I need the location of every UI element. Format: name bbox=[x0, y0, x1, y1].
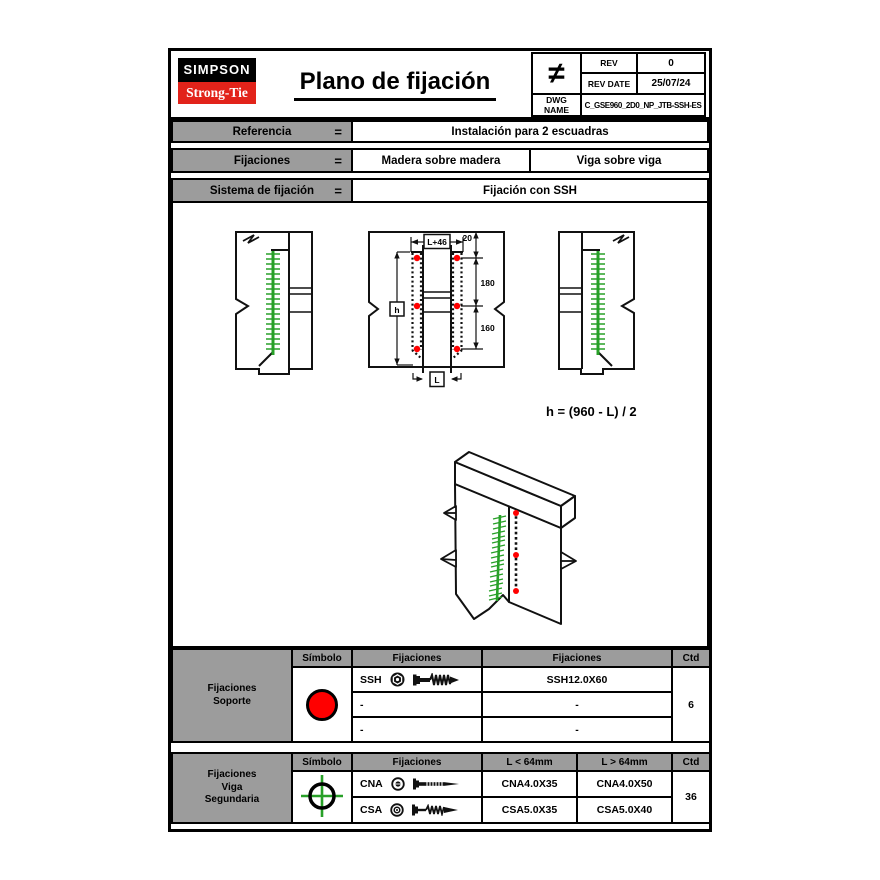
referencia-label: Referencia bbox=[232, 125, 292, 138]
hex-washer-head-icon bbox=[390, 672, 405, 687]
product-cell: CSA5.0X40 bbox=[577, 797, 672, 823]
col-header-fijaciones: Fijaciones bbox=[352, 649, 482, 667]
product-cell: SSH12.0X60 bbox=[482, 667, 672, 692]
col-header-short-length: L < 64mm bbox=[482, 753, 577, 771]
col-header-ctd: Ctd bbox=[672, 753, 710, 771]
product-cell: CSA5.0X35 bbox=[482, 797, 577, 823]
technical-drawing bbox=[173, 203, 706, 645]
col-header-producto: Fijaciones bbox=[482, 649, 672, 667]
fixing-row-ssh bbox=[352, 667, 482, 692]
page-title-text: Plano de fijación bbox=[294, 68, 497, 101]
dim-upper-spacing: 180 bbox=[480, 278, 495, 288]
cna-nail-icon bbox=[413, 778, 459, 790]
rev-value: 0 bbox=[637, 53, 705, 73]
cna-head-icon bbox=[391, 777, 405, 791]
secondary-beam-fixings-table bbox=[171, 752, 711, 824]
col-header-ctd: Ctd bbox=[672, 649, 710, 667]
fixing-code: SSH bbox=[360, 673, 382, 686]
col-header-fijaciones: Fijaciones bbox=[352, 753, 482, 771]
csa-head-icon bbox=[390, 803, 404, 817]
fixing-code: CNA bbox=[360, 778, 383, 790]
support-qty: 6 bbox=[672, 667, 710, 742]
info-row-referencia bbox=[171, 120, 709, 143]
height-formula: h = (960 - L) / 2 bbox=[546, 404, 637, 419]
secondary-beam-face bbox=[455, 484, 509, 619]
equals-sign: = bbox=[334, 153, 342, 168]
col-header-simbolo: Símbolo bbox=[292, 649, 352, 667]
rev-date-value: 25/07/24 bbox=[637, 73, 705, 94]
drawing-sheet bbox=[168, 48, 712, 832]
fijaciones-label: Fijaciones bbox=[233, 154, 291, 167]
fijaciones-value-right: Viga sobre viga bbox=[529, 148, 709, 173]
referencia-label-cell bbox=[171, 120, 353, 143]
crosshair-marker-icon bbox=[299, 773, 345, 819]
sistema-value: Fijación con SSH bbox=[351, 178, 709, 203]
rev-label: REV bbox=[581, 53, 637, 73]
fixing-row-csa bbox=[352, 797, 482, 823]
dim-edge-offset: 20 bbox=[462, 233, 472, 243]
red-circle-marker-icon bbox=[306, 689, 338, 721]
equals-sign: = bbox=[334, 124, 342, 139]
revision-block bbox=[531, 52, 706, 117]
simpson-strongtie-logo bbox=[178, 58, 256, 104]
fixing-row-empty: - bbox=[352, 717, 482, 742]
support-table-label: Fijaciones Soporte bbox=[172, 649, 292, 742]
logo-simpson: SIMPSON bbox=[178, 58, 256, 82]
ssh-screw-icon bbox=[413, 673, 459, 687]
sistema-label-cell bbox=[171, 178, 353, 203]
dim-lower-spacing: 160 bbox=[480, 323, 495, 333]
product-cell: CNA4.0X50 bbox=[577, 771, 672, 797]
product-cell: CNA4.0X35 bbox=[482, 771, 577, 797]
referencia-value: Instalación para 2 escuadras bbox=[351, 120, 709, 143]
dim-beam-width: L bbox=[434, 375, 440, 385]
equals-sign: = bbox=[334, 183, 342, 198]
product-cell: - bbox=[482, 692, 672, 717]
sistema-label: Sistema de fijación bbox=[209, 184, 315, 197]
fixing-row-cna bbox=[352, 771, 482, 797]
fixing-row-empty: - bbox=[352, 692, 482, 717]
product-cell: - bbox=[482, 717, 672, 742]
not-equal-stamp-icon: ≠ bbox=[532, 53, 581, 94]
fijaciones-value-left: Madera sobre madera bbox=[351, 148, 531, 173]
dwg-name-label: DWG NAME bbox=[532, 94, 581, 116]
support-symbol-cell bbox=[292, 667, 352, 742]
drawing-area bbox=[171, 201, 709, 648]
fixing-code: CSA bbox=[360, 804, 383, 816]
secondary-qty: 36 bbox=[672, 771, 710, 823]
csa-screw-icon bbox=[412, 804, 458, 816]
support-fixings-table bbox=[171, 648, 711, 743]
dim-slot-width: L+46 bbox=[427, 237, 447, 247]
info-row-fijaciones bbox=[171, 148, 709, 173]
dim-height: h bbox=[394, 305, 400, 315]
col-header-simbolo: Símbolo bbox=[292, 753, 352, 771]
isometric-view bbox=[441, 452, 576, 624]
dwg-name-value: C_GSE960_2D0_NP_JTB-SSH-ES bbox=[581, 94, 705, 116]
col-header-long-length: L > 64mm bbox=[577, 753, 672, 771]
page-title bbox=[263, 61, 527, 107]
fijaciones-label-cell bbox=[171, 148, 353, 173]
secondary-symbol-cell bbox=[292, 771, 352, 823]
rev-date-label: REV DATE bbox=[581, 73, 637, 94]
info-row-sistema bbox=[171, 178, 709, 203]
logo-strongtie: Strong-Tie bbox=[178, 82, 256, 104]
secondary-table-label: Fijaciones Viga Segundaria bbox=[172, 753, 292, 823]
